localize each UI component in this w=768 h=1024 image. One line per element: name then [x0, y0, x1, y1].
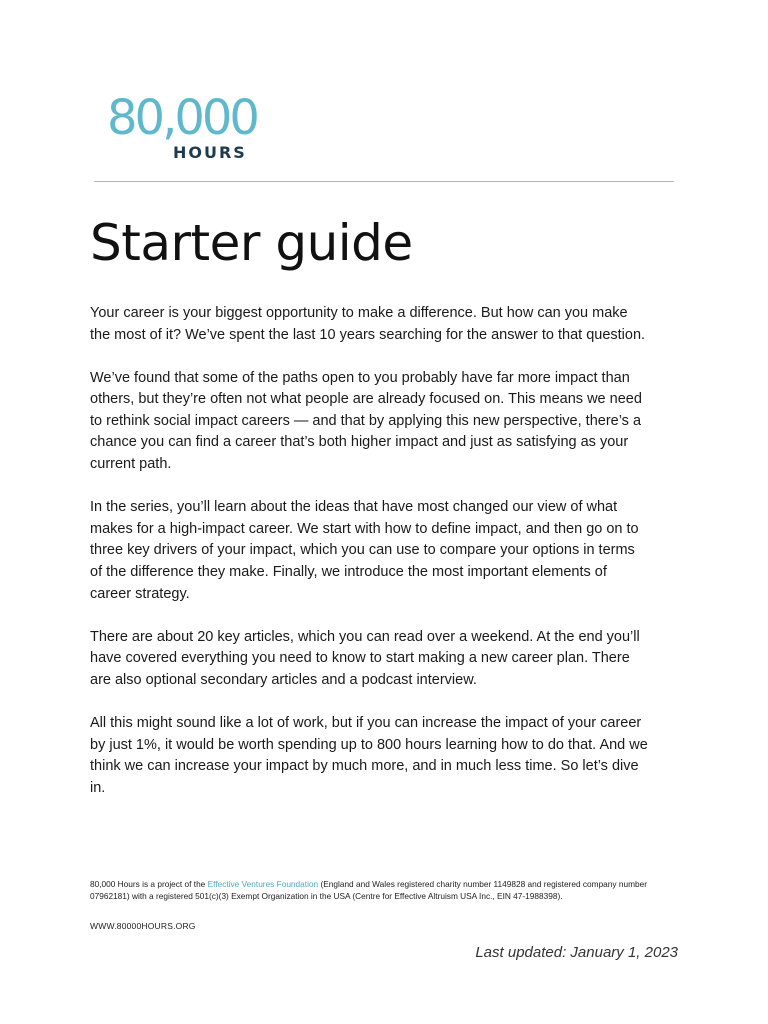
website-url[interactable]: WWW.80000HOURS.ORG: [90, 921, 196, 931]
paragraph-5: All this might sound like a lot of work, but if you can increase the impact of your career by just 1%, it would be worth spending up to 800 hours learning how to do that. And we think we can increase your impact by much more, and in much less time. So let’s dive in.: [90, 714, 648, 796]
footer-note: [90, 879, 675, 902]
body-text: [90, 303, 650, 821]
header-divider: [94, 181, 674, 182]
paragraph-1: Your career is your biggest opportunity to make a difference. But how can you make the most of it? We’ve spent the last 10 years searching for the answer to that question.: [90, 305, 646, 343]
last-updated: Last updated: January 1, 2023: [475, 944, 678, 961]
paragraph-2: We’ve found that some of the paths open to you probably have far more impact than others, but they’re often not what people are already focused on. This means we need to rethink social impact careers — and that by applying this new perspective, there’s a chance you can find a career that’s both higher impact and just as satisfying as your current path.: [90, 369, 642, 473]
footer-note-after: (England and Wales registered charity number 1149828 and registered company number 07962181) with a registered 501(c)(3) Exempt Organization in the USA (Centre for Effective Altruism USA Inc., EIN 47-1988398).: [90, 879, 647, 901]
footer-note-before: 80,000 Hours is a project of the: [90, 879, 208, 889]
logo-word: HOURS: [173, 143, 247, 162]
effective-ventures-link[interactable]: Effective Ventures Foundation: [207, 879, 319, 889]
paragraph-3: In the series, you’ll learn about the ideas that have most changed our view of what makes for a high-impact career. We start with how to define impact, and then go on to three key drivers of your impact, which you can use to compare your options in terms of the difference they make. Finally, we introduce the most important elements of career strategy.: [90, 499, 639, 602]
paragraph-4: There are about 20 key articles, which you can read over a weekend. At the end you’ll have covered everything you need to know to start making a new career plan. There are also optional secondary articles and a podcast interview.: [90, 628, 640, 688]
page-title: Starter guide: [90, 214, 413, 272]
logo: [107, 90, 257, 165]
logo-number: 80,000: [107, 90, 257, 146]
